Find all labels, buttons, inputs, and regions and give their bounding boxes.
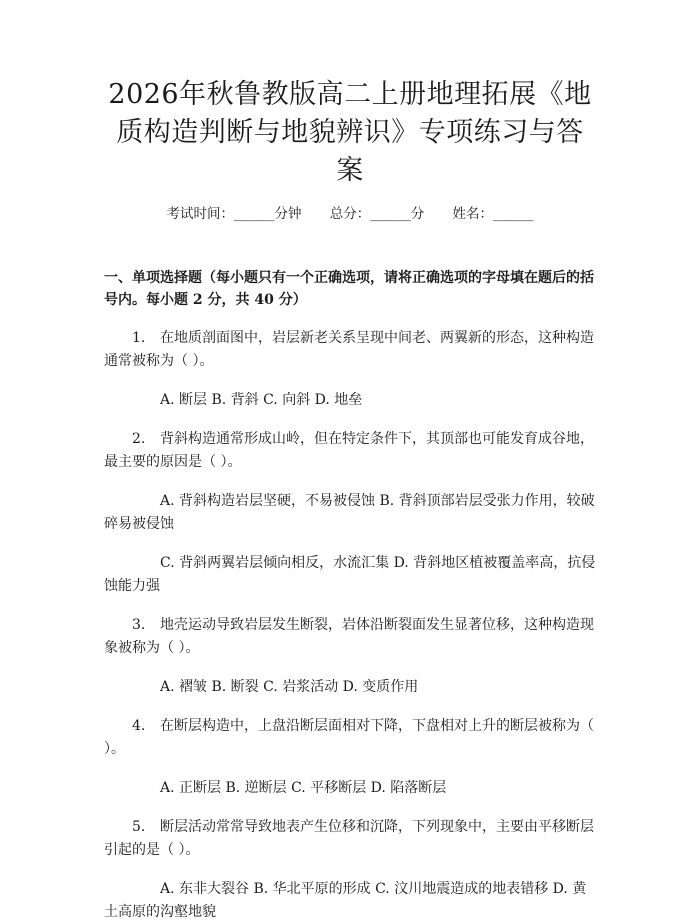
section-heading-single-choice: 一、单项选择题（每小题只有一个正确选项，请将正确选项的字母填在题后的括号内。每小题 2 分，共 40 分） (104, 270, 594, 308)
question-2-options-ab: A. 背斜构造岩层坚硬，不易被侵蚀 B. 背斜顶部岩层受张力作用，较破碎易被侵蚀 (104, 493, 595, 532)
question-3 (104, 614, 596, 660)
question-number: 5. (132, 819, 146, 835)
question-1 (104, 327, 596, 373)
question-3-options: A. 褶皱 B. 断裂 C. 岩浆活动 D. 变质作用 (160, 679, 419, 695)
question-2-options-cd: C. 背斜两翼岩层倾向相反，水流汇集 D. 背斜地区植被覆盖率高，抗侵蚀能力强 (104, 555, 596, 594)
question-2 (104, 428, 596, 474)
exam-time-field: 考试时间：______分钟 (166, 206, 302, 222)
question-stem: 地壳运动导致岩层发生断裂，岩体沿断裂面发生显著位移，这种构造现象被称为（ ）。 (104, 617, 594, 656)
exam-info-line (104, 204, 596, 224)
question-stem: 断层活动常常导致地表产生位移和沉降，下列现象中，主要由平移断层引起的是（ ）。 (104, 819, 594, 858)
question-4 (104, 715, 596, 761)
question-number: 2. (132, 431, 146, 447)
question-number: 4. (132, 718, 146, 734)
question-stem: 在地质剖面图中，岩层新老关系呈现中间老、两翼新的形态，这种构造通常被称为（ ）。 (104, 330, 594, 369)
question-5-options: A. 东非大裂谷 B. 华北平原的形成 C. 汶川地震造成的地表错移 D. 黄土高原的沟壑地貌 (104, 881, 587, 920)
question-number: 3. (132, 617, 146, 633)
question-5 (104, 816, 596, 862)
question-stem: 背斜构造通常形成山岭，但在特定条件下，其顶部也可能发育成谷地，最主要的原因是（ ）。 (104, 431, 594, 470)
student-name-field: 姓名：______ (452, 206, 534, 222)
question-number: 1. (132, 330, 146, 346)
question-4-options: A. 正断层 B. 逆断层 C. 平移断层 D. 陷落断层 (160, 780, 447, 796)
total-score-field: 总分：______分 (329, 206, 425, 222)
document-title: 2026年秋鲁教版高二上册地理拓展《地质构造判断与地貌辨识》专项练习与答案 (108, 79, 592, 186)
question-stem: 在断层构造中，上盘沿断层面相对下降，下盘相对上升的断层被称为（ ）。 (104, 718, 594, 757)
question-1-options: A. 断层 B. 背斜 C. 向斜 D. 地垒 (160, 392, 363, 408)
